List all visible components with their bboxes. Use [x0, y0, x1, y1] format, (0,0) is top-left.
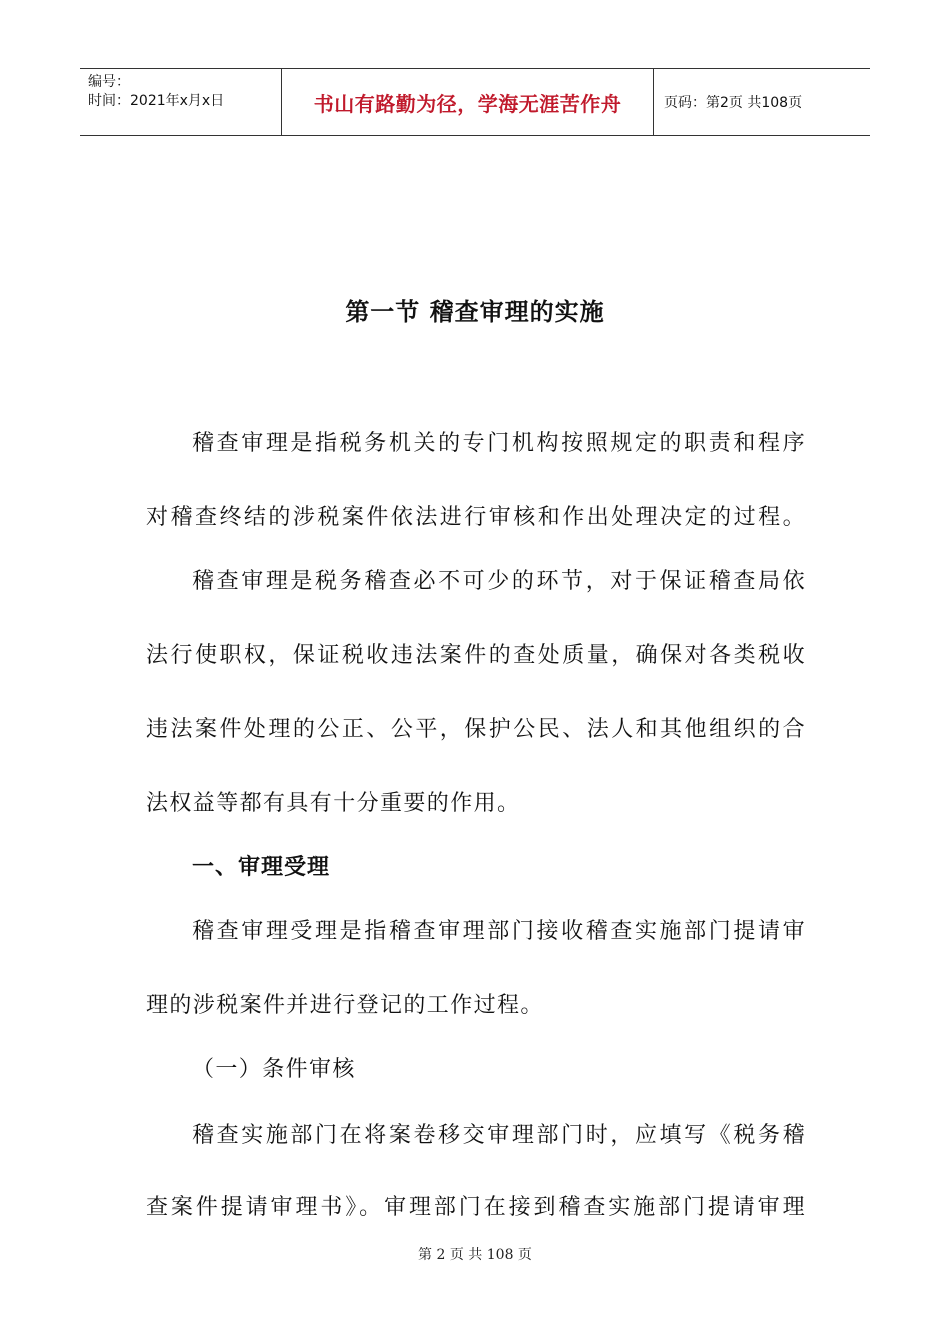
paragraph-line: 查案件提请审理书》。审理部门在接到稽查实施部门提请审理: [146, 1195, 806, 1220]
paragraph-line: 理的涉税案件并进行登记的工作过程。: [146, 993, 544, 1018]
section-title: 第一节 稽查审理的实施: [345, 298, 605, 326]
page-header: [80, 68, 870, 136]
paragraph-line: 稽查审理是指税务机关的专门机构按照规定的职责和程序: [192, 431, 806, 456]
header-motto: 书山有路勤为径，学海无涯苦作舟: [282, 69, 654, 135]
paragraph-line: 法行使职权，保证税收违法案件的查处质量，确保对各类税收: [146, 643, 806, 668]
header-meta: [80, 69, 282, 135]
paragraph-line: 稽查实施部门在将案卷移交审理部门时，应填写《税务稽: [192, 1123, 806, 1148]
page-footer: 第 2 页 共 108 页: [418, 1247, 532, 1263]
paragraph-line: 稽查审理是税务稽查必不可少的环节，对于保证稽查局依: [192, 569, 806, 594]
subsection-heading: （一）条件审核: [192, 1057, 356, 1082]
number-label: 编号：: [88, 74, 130, 90]
paragraph-line: 稽查审理受理是指稽查审理部门接收稽查实施部门提请审: [192, 919, 806, 944]
paragraph-line: 违法案件处理的公正、公平，保护公民、法人和其他组织的合: [146, 717, 806, 742]
paragraph-line: 法权益等都有具有十分重要的作用。: [146, 791, 521, 816]
section-heading: 一、审理受理: [192, 855, 331, 880]
header-page-info: 页码：第2页 共108页: [664, 95, 803, 111]
paragraph-line: 对稽查终结的涉税案件依法进行审核和作出处理决定的过程。: [146, 505, 806, 530]
date-label: 时间：2021年x月x日: [88, 93, 225, 109]
